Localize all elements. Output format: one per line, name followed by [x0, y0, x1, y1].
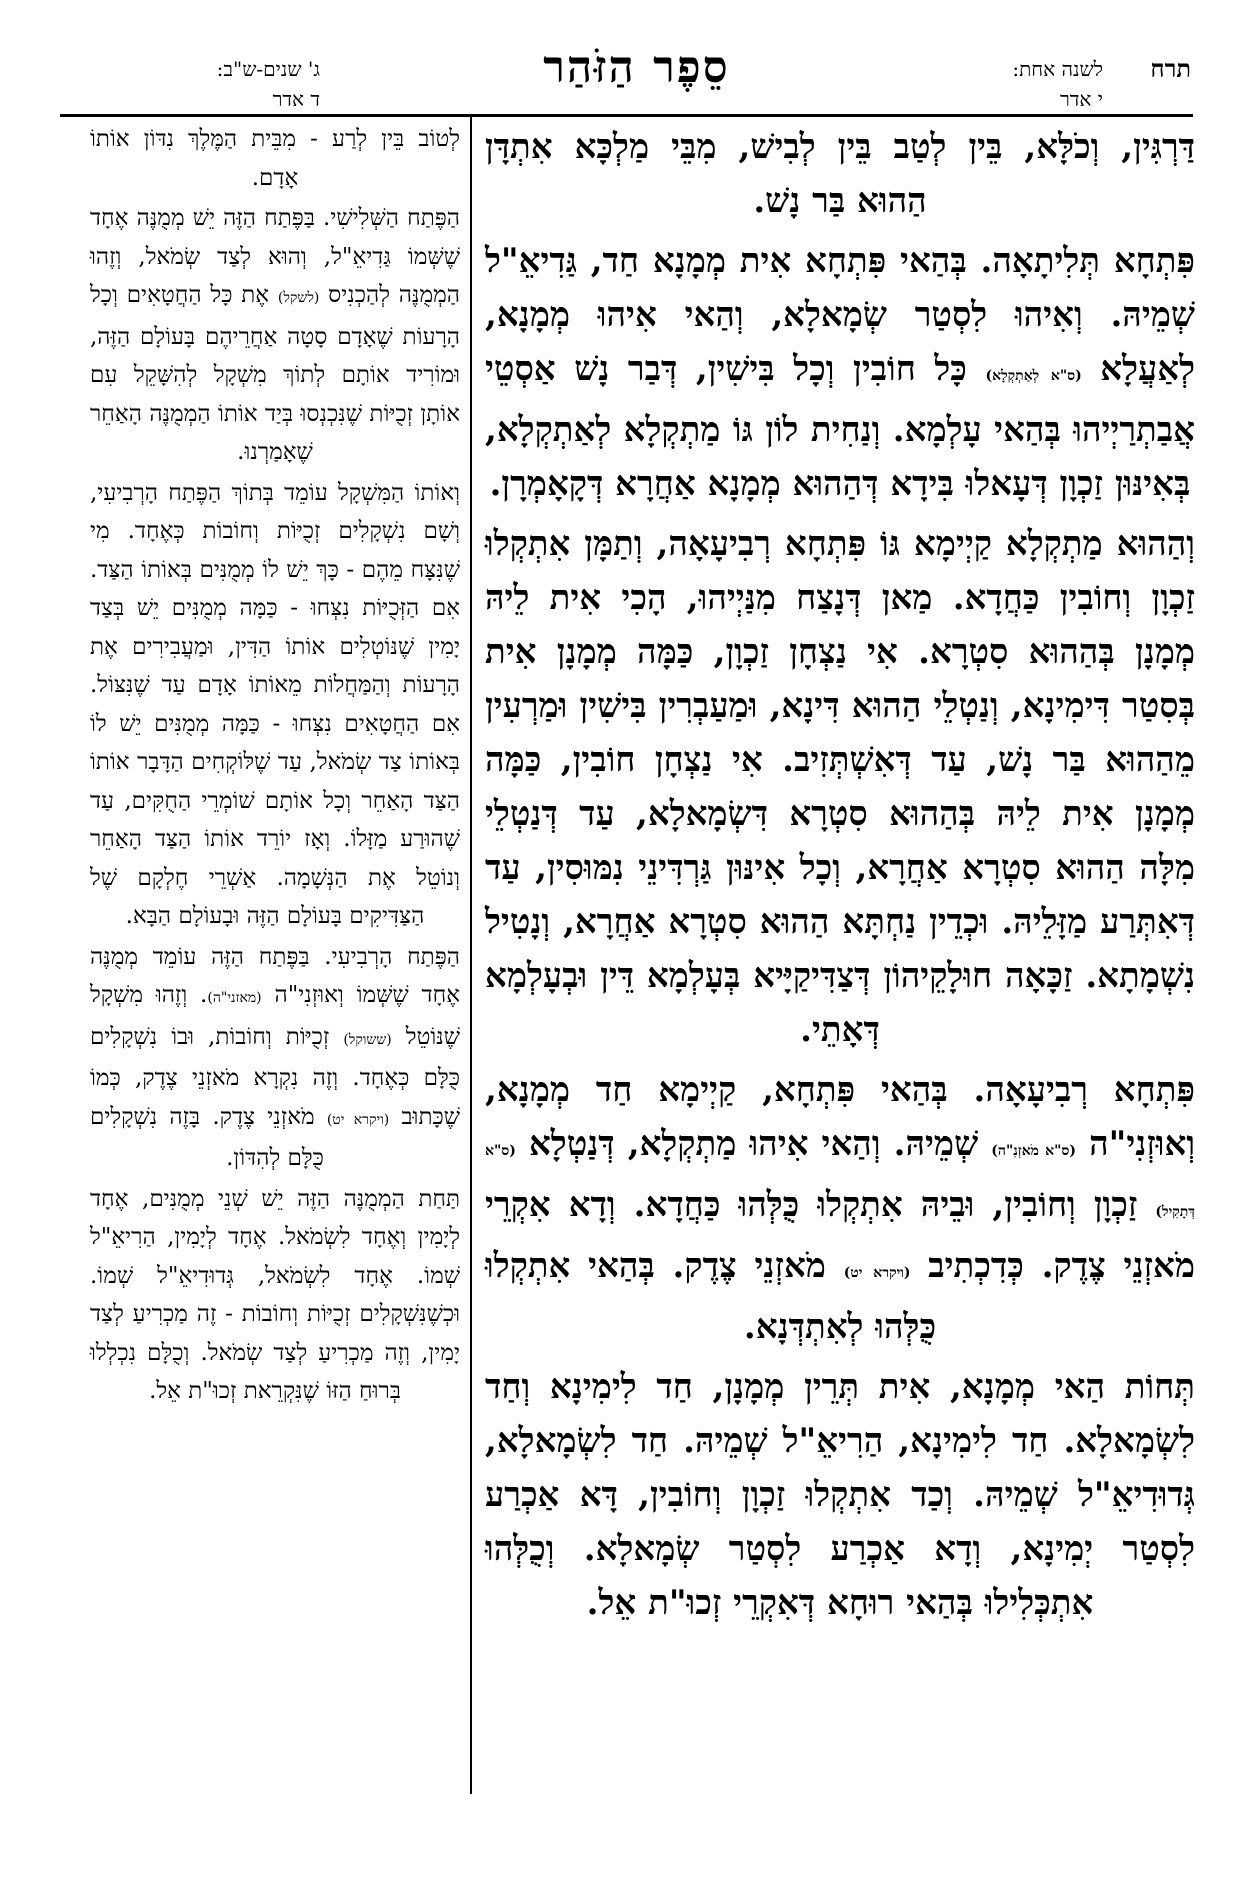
side-paragraph: תַּחַת הַמְמֻנֶּה הַזֶּה יֵשׁ שְׁנֵי מְמֻנִּים, אֶחָד לְיָמִין וְאֶחָד לִשְׂמֹאל. אֶחָד לְיָמִין, הַרִיאֵ"ל שְׁמוֹ. אֶחָד לִשְׂמֹאל, גְּדוּדִיאֵ"ל שְׁמוֹ. וּכְשֶׁנִּשְׁקָלִים זְכֻיּוֹת וְחוֹבוֹת - זֶה מַכְרִיעַ לְצַד יָמִין, וְזֶה מַכְרִיעַ לְצַד שְׂמֹאל. וְכֻלָּם נִכְלְלוּ בְּרוּחַ הַזּוֹ שֶׁנִּקְרֵאת זְכוּ"ת אֵל. — [90, 1185, 460, 1404]
schedule-label: ג' שנים-ש"ב: — [216, 57, 320, 81]
side-paragraph: וְאוֹתוֹ הַמִּשְׁקָל עוֹמֵד בְּתוֹךְ הַפֶּתַח הָרְבִיעִי, וְשָׁם נִשְׁקָלִים זְכֻיּוֹת וְחוֹבוֹת כְּאֶחָד. מִי שֶׁנִּצָּח מֵהֶם - כָּךְ יֵשׁ לוֹ מְמֻנִּים בְּאוֹתוֹ הַצַּד. אִם הַזְּכֻיּוֹת נִצְּחוּ - כַּמָּה מְמֻנִּים יֵשׁ בְּצַד יָמִין שֶׁנּוֹטְלִים אוֹתוֹ הַדִּין, וּמַעֲבִירִים אֶת הָרָעוֹת וְהַמַּחֲלוֹת מֵאוֹתוֹ אָדָם עַד שֶׁנִּצּוֹל. אִם הַחֲטָאִים נִצְּחוּ - כַּמָּה מְמֻנִּים יֵשׁ לוֹ בְּאוֹתוֹ צַד שְׂמֹאל, עַד שֶׁלּוֹקְחִים הַדָּבָר אוֹתוֹ הַצַּד הָאַחֵר וְכָל אוֹתָם שׁוֹמְרֵי הַחֻקִּים, עַד שֶׁהוּרַע מַזָּלוֹ. וְאָז יוֹרֵד אוֹתוֹ הַצַּד הָאַחֵר וְנוֹטֵל אֶת הַנְּשָׁמָה. אַשְׁרֵי חֶלְקָם שֶׁל הַצַּדִּיקִים בָּעוֹלָם הַזֶּה וּבָעוֹלָם הַבָּא. — [90, 479, 460, 929]
page-header — [60, 32, 1213, 112]
footnote-reference: (ששוקל) — [343, 1031, 392, 1048]
schedule-date: י אדר — [1059, 87, 1103, 111]
schedule-label: לשנה אחת: — [1012, 57, 1103, 81]
side-paragraph: הַפֶּתַח הַשְּׁלִישִׁי. בַּפֶּתַח הַזֶּה יֵשׁ מְמֻנֶּה אֶחָד שֶׁשְּׁמוֹ גַּדִיאֵ"ל, וְהוּא לְצַד שְׂמֹאל, וְזֶהוּ הַמְמֻנֶּה לְהַכְנִיס (לשקל) אֶת כָּל הַחֲטָאִים וְכָל הָרָעוֹת שֶׁאָדָם סָטָה אַחֲרֵיהֶם בָּעוֹלָם הַזֶּה, וּמוֹרִיד אוֹתָם לְתוֹךְ מִשְׁקָל לְהִשָּׁקֵל עִם אוֹתָן זְכֻיּוֹת שֶׁנִּכְנְסוּ בְּיַד אוֹתוֹ הַמְמֻנֶּה הָאַחֵר שֶׁאָמַרְנוּ. — [90, 205, 461, 465]
footnote-reference: (ס"א דְּתָקִיל) — [485, 1143, 1195, 1220]
main-paragraph: פִּתְחָא תְּלִיתָאָה. בְּהַאי פִּתְחָא אִית מְמָנָא חַד, גַּדִיאֵ"ל שְׁמֵיהּ. וְאִיהוּ לִסְטַר שְׂמָאלָא, וְהַאי אִיהוּ מְמָנָא, לְאַעֲלָא (ס"א לְאַתְקְלָא) כָּל חוֹבִין וְכָל בִּישִׁין, דְּבַר נָשׁ אַסְטֵי אֲבַתְרַיְיהוּ בְּהַאי עָלְמָא. וְנַחִית לוֹן גּוֹ מַתְקְלָא לְאַתְקְלָא, בְּאִינּוּן זַכְוָן דְּעָאלוּ בִּידָא דְּהַהוּא מְמָנָא אַחֲרָא דְּקָאָמְרָן. — [485, 241, 1196, 504]
side-paragraph: לְטוֹב בֵּין לְרַע - מִבֵּית הַמֶּלֶךְ נִדּוֹן אוֹתוֹ אָדָם. — [90, 126, 460, 191]
column-divider — [470, 114, 472, 1794]
main-paragraph: תְּחוֹת הַאי מְמָנָא, אִית תְּרֵין מְמָנָן, חַד לִימִינָא וְחַד לִשְׂמָאלָא. חַד לִימִינָא, הַרִיאֵ"ל שְׁמֵיהּ. חַד לִשְׂמָאלָא, גְּדוּדִיאֵ"ל שְׁמֵיהּ. וְכַד אִתְקְלוּ זַכְוָן וְחוֹבִין, דָּא אַכְרַע לִסְטַר יְמִינָא, וְדָא אַכְרַע לִסְטַר שְׂמָאלָא. וְכֻלְּהוּ אִתְכְּלִילוּ בְּהַאי רוּחָא דְּאִקְרֵי זְכוּ"ת אֵל. — [485, 1367, 1195, 1623]
footnote-reference: (ויקרא יט) — [326, 1111, 390, 1128]
translation-column — [90, 120, 460, 1413]
main-paragraph: דַּרְגִּין, וְכֹלָּא, בֵּין לְטַב בֵּין לְבִישׁ, מִבֵּי מַלְכָּא אִתְדָּן הַהוּא בַּר נָשׁ. — [485, 127, 1195, 221]
main-paragraph: וְהַהוּא מַתְקְלָא קַיְימָא גּוֹ פִּתְחָא רְבִיעָאָה, וְתַמָּן אִתְקְלוּ זַכְוָן וְחוֹבִין כַּחֲדָא. מַאן דְּנָצַח מִנַּיְיהוּ, הָכִי אִית לֵיהּ מְמָנָן בְּהַהוּא סִטְרָא. אִי נַצְחָן זַכְוָן, כַּמָּה מְמָנָן אִית בְּסִטַר דִּימִינָא, וְנַטְלֵי הַהוּא דִּינָא, וּמַעַבְרִין בִּישִׁין וּמַרְעִין מֵהַהוּא בַּר נָשׁ, עַד דְּאִשְׁתְּזִיב. אִי נַצְחָן חוֹבִין, כַּמָּה מְמָנָן אִית לֵיהּ בְּהַהוּא סִטְרָא דִּשְׂמָאלָא, עַד דְּנַטְלֵי מִלָּה הַהוּא סִטְרָא אַחֲרָא, וְכָל אִינּוּן גַּרְדִּינֵי נִמּוּסִין, עַד דְּאִתְּרַע מַזָּלֵיהּ. וּכְדֵין נַחְתָּא הַהוּא סִטְרָא אַחֲרָא, וְנָטִיל נִשְׁמָתָא. זַכָּאָה חוּלָקֵיהוֹן דְּצַדִּיקַיָּיא בְּעָלְמָא דֵּין וּבְעָלְמָא דְּאָתֵי. — [485, 524, 1195, 1050]
footnote-reference: (ס"א לְאַתְקְלָא) — [985, 368, 1082, 384]
header-divider — [60, 114, 1193, 117]
footnote-reference: (ויקרא יט) — [843, 1265, 911, 1281]
main-paragraph: פִּתְחָא רְבִיעָאָה. בְּהַאי פִּתְחָא, קַיְימָא חַד מְמָנָא, וְאוּזְנִי"ה (ס"א מֹאזְנִ"ה) שְׁמֵיהּ. וְהַאי אִיהוּ מַתְקְלָא, דְּנַטְלָא (ס"א דְּתָקִיל) זַכְוָן וְחוֹבִין, וּבֵיהּ אִתְקְלוּ כֻּלְּהוּ כַּחֲדָא. וְדָא אִקְרֵי מֹאזְנֵי צֶדֶק. כְּדִכְתִיב (ויקרא יט) מֹאזְנֵי צֶדֶק. בְּהַאי אִתְקְלוּ כֻּלְּהוּ לְאִתְדְּנָא. — [485, 1070, 1196, 1347]
schedule-date: ד אדר — [272, 87, 320, 111]
schedule-three-years — [60, 54, 320, 114]
book-title: סֵפֶר הַזֹּהַר — [543, 42, 730, 93]
page-number: תרח — [1150, 54, 1191, 83]
side-paragraph: הַפֶּתַח הָרְבִיעִי. בַּפֶּתַח הַזֶּה עוֹמֵד מְמֻנֶּה אֶחָד שֶׁשְּׁמוֹ וְאוּזְנִי"ה (מאזני"ה). וְזֶהוּ מִשְׁקָל שֶׁנּוֹטֵל (ששוקל) זְכֻיּוֹת וְחוֹבוֹת, וּבוֹ נִשְׁקָלִים כֻּלָּם כְּאֶחָד. וְזֶה נִקְרָא מֹאזְנֵי צֶדֶק, כְּמוֹ שֶׁכָּתוּב (ויקרא יט) מֹאזְנֵי צֶדֶק. בָּזֶה נִשְׁקָלִים כֻּלָּם לְהִדּוֹן. — [90, 943, 461, 1171]
footnote-reference: (לשקל) — [277, 290, 320, 306]
main-text-column — [485, 120, 1195, 1636]
footnote-reference: (ס"א מֹאזְנִ"ה) — [991, 1143, 1076, 1159]
footnote-reference: (מאזני"ה) — [207, 990, 262, 1006]
